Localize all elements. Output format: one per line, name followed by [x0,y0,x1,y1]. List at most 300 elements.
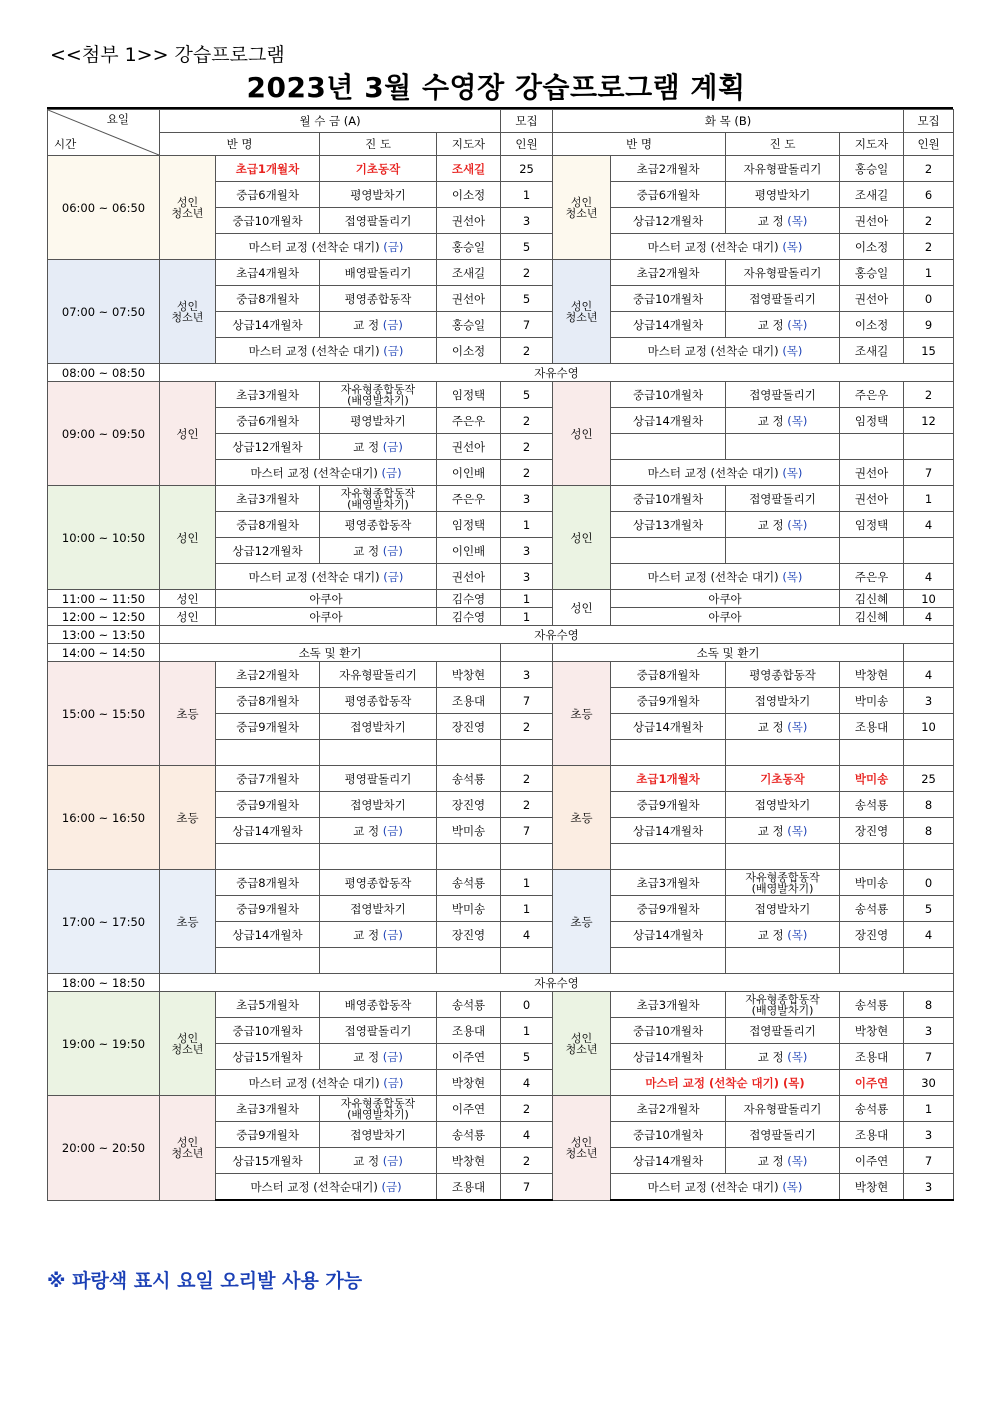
recruit-count: 7 [904,460,954,486]
class-merged [611,1174,840,1201]
aqua-row [48,608,954,626]
progress-text: 자유형팔돌리기 [339,667,417,682]
progress-cell [320,208,437,234]
instructor-cell: 장진영 [437,792,501,818]
instructor-cell: 김신혜 [840,608,904,626]
instructor-cell: 권선아 [840,208,904,234]
instructor-cell [840,948,904,974]
target-cell: 성인 청소년 [553,1096,611,1201]
instructor-cell: 이인배 [437,538,501,564]
instructor-cell: 송석룡 [840,992,904,1018]
class-name: 상급14개월차 [216,818,320,844]
day-tag: (목) [787,927,808,942]
progress-text: 교 정 [757,317,784,332]
progress-text: 배영팔돌리기 [344,265,412,280]
target-cell: 성인 청소년 [553,260,611,364]
progress-cell [726,434,840,460]
instructor-cell: 송석룡 [437,992,501,1018]
instructor-cell [840,844,904,870]
class-name: 상급14개월차 [611,818,726,844]
progress-cell [726,922,840,948]
progress-text: 평영발차기 [350,187,406,202]
progress-text: 교 정 [353,317,380,332]
class-name: 중급9개월차 [216,1122,320,1148]
time-cell: 14:00 ~ 14:50 [48,644,160,662]
recruit-count [904,538,954,564]
instructor-cell: 장진영 [437,922,501,948]
progress-text: 접영팔돌리기 [749,1127,816,1142]
class-name: 상급14개월차 [216,922,320,948]
progress-text: 기초동작 [760,771,805,786]
class-name: 마스터 교정 (선착순 대기) [647,1179,779,1194]
progress-cell: 자유형종합동작 (배영발차기) [320,382,437,408]
recruit-count: 1 [904,260,954,286]
instructor-cell: 김신혜 [840,590,904,608]
progress-text: 교 정 [757,413,784,428]
progress-text: 접영발차기 [350,901,406,916]
instructor-cell: 박창현 [840,1018,904,1044]
recruit-count: 10 [904,590,954,608]
recruit-count: 8 [904,992,954,1018]
class-name: 중급8개월차 [216,870,320,896]
recruit-count: 3 [904,688,954,714]
day-tag: (목) [782,465,803,480]
day-tag: (금) [382,439,403,454]
free-swim-label: 자유수영 [160,364,954,382]
instructor-cell: 이주연 [437,1096,501,1122]
class-name: 중급6개월차 [216,182,320,208]
recruit-count [501,844,553,870]
instructor-cell: 송석룡 [437,1122,501,1148]
progress-cell [726,538,840,564]
recruit-count: 5 [501,382,553,408]
recruit-count: 4 [904,512,954,538]
progress-text: 자유형팔돌리기 [743,161,822,176]
aqua-label: 아쿠아 [216,608,437,626]
recruit-count: 2 [501,434,553,460]
day-tag: (목) [787,1153,808,1168]
class-name: 상급12개월차 [216,434,320,460]
instructor-cell [840,434,904,460]
progress-cell: 자유형종합동작 (배영발차기) [320,1096,437,1122]
class-name: 중급8개월차 [216,512,320,538]
recruit-count: 2 [501,792,553,818]
progress-cell [320,512,437,538]
progress-cell [320,792,437,818]
time-cell: 19:00 ~ 19:50 [48,992,160,1096]
target-cell: 성인 [553,382,611,486]
instructor-cell: 임정택 [840,512,904,538]
recruit-count [904,948,954,974]
recruit-count: 1 [904,1096,954,1122]
recruit-count: 25 [904,766,954,792]
class-name: 초급3개월차 [611,870,726,896]
class-name: 상급14개월차 [611,312,726,338]
instructor-cell: 조용대 [437,1174,501,1201]
class-name [216,740,320,766]
progress-text: 교 정 [353,439,380,454]
instructor-cell: 김수영 [437,608,501,626]
recruit-header: 인원 [904,133,954,156]
class-name: 중급9개월차 [216,792,320,818]
progress-cell [726,382,840,408]
disinfect-row [48,644,954,662]
instructor-cell: 조용대 [437,1018,501,1044]
progress-cell: 자유형종합동작 (배영발차기) [320,486,437,512]
progress-text: 접영팔돌리기 [344,213,412,228]
day-tag: (금) [381,465,402,480]
progress-cell [320,1044,437,1070]
instructor-cell: 박창현 [840,662,904,688]
progress-cell: 자유형종합동작 (배영발차기) [726,992,840,1018]
instructor-cell: 이주연 [840,1070,904,1096]
class-row [48,662,954,688]
progress-cell [320,434,437,460]
progress-cell [320,182,437,208]
progress-cell [726,1122,840,1148]
recruit-count: 1 [501,608,553,626]
aqua-label: 아쿠아 [611,608,840,626]
target-cell: 초등 [553,870,611,974]
recruit-count: 3 [501,486,553,512]
progress-cell [320,948,437,974]
free-swim-row [48,364,954,382]
recruit-count: 5 [501,1044,553,1070]
recruit-count: 4 [904,922,954,948]
class-row [48,486,954,512]
progress-cell [726,662,840,688]
time-cell: 16:00 ~ 16:50 [48,766,160,870]
progress-cell [726,844,840,870]
day-tag: (목) [782,1179,803,1194]
class-name: 상급13개월차 [611,512,726,538]
class-merged [216,338,437,364]
instructor-cell: 박창현 [437,1148,501,1174]
recruit-count: 3 [904,1122,954,1148]
recruit-count: 1 [501,1018,553,1044]
recruit-count: 3 [501,538,553,564]
progress-cell [726,1148,840,1174]
recruit-count: 4 [904,662,954,688]
progress-cell [726,286,840,312]
class-row [48,260,954,286]
target-cell: 성인 [160,382,216,486]
instructor-cell: 박미송 [840,870,904,896]
class-name: 마스터 교정 (선착순 대기) [248,239,380,254]
progress-cell [320,870,437,896]
progress-cell [320,766,437,792]
class-name: 초급3개월차 [611,992,726,1018]
recruit-count: 7 [501,688,553,714]
target-cell: 초등 [553,766,611,870]
time-cell: 18:00 ~ 18:50 [48,974,160,992]
recruit-count [501,740,553,766]
recruit-count: 4 [904,564,954,590]
day-tag: (금) [383,1075,404,1090]
progress-cell [726,1044,840,1070]
class-name: 중급9개월차 [216,714,320,740]
recruit-count: 2 [501,1148,553,1174]
recruit-count: 2 [501,408,553,434]
recruit-count: 6 [904,182,954,208]
recruit-count: 10 [904,714,954,740]
progress-text: 접영발차기 [350,1127,406,1142]
class-merged [216,234,437,260]
instructor-cell: 홍승일 [840,260,904,286]
progress-cell [726,740,840,766]
progress-text: 교 정 [353,1153,380,1168]
instructor-header: 지도자 [437,133,501,156]
progress-text: 교 정 [353,823,380,838]
recruit-count: 2 [501,714,553,740]
aqua-label: 아쿠아 [216,590,437,608]
class-merged [216,564,437,590]
progress-text: 교 정 [353,927,380,942]
class-name: 초급2개월차 [611,1096,726,1122]
progress-cell [320,740,437,766]
progress-cell [726,208,840,234]
free-swim-row [48,626,954,644]
progress-cell [320,992,437,1018]
progress-text: 접영발차기 [754,693,811,708]
aqua-label: 아쿠아 [611,590,840,608]
progress-cell [320,662,437,688]
progress-cell [320,1122,437,1148]
class-row [48,766,954,792]
recruit-count: 4 [904,608,954,626]
class-name: 초급4개월차 [216,260,320,286]
instructor-cell: 박미송 [840,766,904,792]
recruit-count: 3 [904,1174,954,1201]
target-cell: 성인 청소년 [553,156,611,260]
class-name: 초급5개월차 [216,992,320,1018]
class-name: 중급10개월차 [611,286,726,312]
progress-cell [320,1018,437,1044]
recruit-count: 2 [904,156,954,182]
instructor-cell: 조새길 [437,260,501,286]
class-name: 초급2개월차 [611,260,726,286]
instructor-cell: 장진영 [437,714,501,740]
recruit-count: 8 [904,792,954,818]
progress-text: 교 정 [757,1153,784,1168]
class-name: 마스터 교정 (선착순대기) [250,1179,378,1194]
day-tag: (금) [383,569,404,584]
class-name: 초급3개월차 [216,382,320,408]
instructor-cell: 권선아 [840,460,904,486]
recruit-count: 3 [501,564,553,590]
class-name: 중급8개월차 [216,286,320,312]
recruit-count [904,844,954,870]
instructor-cell: 주은우 [437,408,501,434]
instructor-cell: 홍승일 [437,312,501,338]
day-tag: (금) [382,543,403,558]
time-cell: 20:00 ~ 20:50 [48,1096,160,1201]
recruit-count: 0 [501,992,553,1018]
progress-text: 평영종합동작 [344,291,412,306]
instructor-cell [840,740,904,766]
class-name: 마스터 교정 (선착순 대기) [647,465,779,480]
instructor-cell: 권선아 [437,286,501,312]
instructor-cell [437,740,501,766]
recruit-count: 1 [501,512,553,538]
progress-text: 교 정 [757,213,784,228]
class-name: 중급7개월차 [216,766,320,792]
recruit-count [904,434,954,460]
time-cell: 10:00 ~ 10:50 [48,486,160,590]
recruit-count: 8 [904,818,954,844]
progress-text: 평영종합동작 [344,693,412,708]
free-swim-label: 자유수영 [160,626,954,644]
day-tag: (목) [787,413,808,428]
class-name: 상급14개월차 [611,1044,726,1070]
class-header: 반 명 [553,133,726,156]
class-name: 초급1개월차 [216,156,320,182]
progress-text: 평영종합동작 [344,875,412,890]
class-name: 중급9개월차 [216,896,320,922]
progress-cell [320,260,437,286]
instructor-cell: 홍승일 [840,156,904,182]
instructor-cell: 김수영 [437,590,501,608]
progress-cell [320,844,437,870]
instructor-cell: 조용대 [840,1044,904,1070]
day-tag: (목) [782,239,803,254]
instructor-cell: 박창현 [437,662,501,688]
progress-cell [320,312,437,338]
class-name: 중급9개월차 [611,792,726,818]
class-name: 초급2개월차 [611,156,726,182]
progress-text: 자유형팔돌리기 [743,1101,822,1116]
recruit-count: 7 [904,1148,954,1174]
progress-text: 평영종합동작 [749,667,816,682]
time-cell: 09:00 ~ 09:50 [48,382,160,486]
recruit-count [904,644,954,662]
target-cell: 초등 [160,766,216,870]
progress-cell [726,948,840,974]
recruit-count: 2 [501,260,553,286]
time-cell: 15:00 ~ 15:50 [48,662,160,766]
instructor-cell: 이인배 [437,460,501,486]
instructor-cell: 주은우 [840,382,904,408]
progress-text: 교 정 [757,719,784,734]
class-name: 중급10개월차 [611,382,726,408]
class-merged [216,1070,437,1096]
instructor-cell: 주은우 [437,486,501,512]
progress-cell [726,512,840,538]
class-name: 초급3개월차 [216,486,320,512]
instructor-cell: 박창현 [840,1174,904,1201]
instructor-header: 지도자 [840,133,904,156]
instructor-cell: 주은우 [840,564,904,590]
class-name: 초급3개월차 [216,1096,320,1122]
recruit-count: 1 [501,590,553,608]
progress-cell [320,922,437,948]
class-name: 마스터 교정 (선착순 대기) [647,343,779,358]
target-cell: 성인 청소년 [553,992,611,1096]
instructor-cell: 이소정 [437,182,501,208]
class-name [611,948,726,974]
schedule-table-wrap [47,107,953,1201]
recruit-count: 0 [904,286,954,312]
time-label: 시간 [54,137,77,151]
day-label: 요일 [106,112,129,126]
class-name: 중급6개월차 [611,182,726,208]
class-name [611,434,726,460]
recruit-count: 4 [501,1122,553,1148]
instructor-cell [437,948,501,974]
class-merged [611,234,840,260]
class-merged [611,1070,840,1096]
instructor-cell: 이소정 [840,234,904,260]
target-cell: 성인 청소년 [160,1096,216,1201]
day-tag: (목) [787,317,808,332]
recruit-count: 9 [904,312,954,338]
class-name: 초급1개월차 [611,766,726,792]
recruit-count: 15 [904,338,954,364]
target-cell: 성인 청소년 [160,156,216,260]
progress-cell [320,286,437,312]
instructor-cell: 임정택 [437,382,501,408]
group-a-header: 월 수 금 (A) [160,110,501,133]
group-b-header: 화 목 (B) [553,110,904,133]
class-name: 중급8개월차 [611,662,726,688]
progress-text: 교 정 [757,927,784,942]
recruit-count: 2 [904,382,954,408]
class-name: 마스터 교정 (선착순 대기) [248,1075,380,1090]
class-name: 상급14개월차 [216,312,320,338]
class-name: 마스터 교정 (선착순 대기) [647,239,779,254]
time-cell: 13:00 ~ 13:50 [48,626,160,644]
progress-header: 진 도 [320,133,437,156]
instructor-cell: 송석룡 [840,896,904,922]
progress-text: 접영팔돌리기 [749,1023,816,1038]
class-name [611,538,726,564]
class-name: 마스터 교정 (선착순대기) [250,465,378,480]
progress-cell [320,1148,437,1174]
instructor-cell: 임정택 [840,408,904,434]
recruit-count: 2 [501,1096,553,1122]
class-name: 중급10개월차 [611,486,726,512]
day-tag: (금) [382,1049,403,1064]
instructor-cell: 조용대 [437,688,501,714]
class-name: 중급6개월차 [216,408,320,434]
instructor-cell: 홍승일 [437,234,501,260]
target-cell: 성인 [160,608,216,626]
attachment-label: <<첨부 1>> 강습프로그램 [50,44,285,66]
class-name [611,740,726,766]
day-tag: (목) [787,719,808,734]
schedule-table [47,109,954,1201]
recruit-count: 3 [904,1018,954,1044]
instructor-cell: 이주연 [437,1044,501,1070]
recruit-count: 0 [904,870,954,896]
recruit-count [904,740,954,766]
instructor-cell: 박미송 [437,818,501,844]
recruit-count: 25 [501,156,553,182]
recruit-count: 2 [501,766,553,792]
progress-cell [320,714,437,740]
progress-cell [726,714,840,740]
recruit-count: 5 [501,286,553,312]
target-cell: 초등 [160,870,216,974]
day-time-corner [48,110,160,156]
progress-cell [726,1018,840,1044]
progress-cell [726,260,840,286]
progress-cell [726,312,840,338]
instructor-cell: 권선아 [840,486,904,512]
recruit-count: 30 [904,1070,954,1096]
day-tag: (목) [782,343,803,358]
instructor-cell: 권선아 [840,286,904,312]
